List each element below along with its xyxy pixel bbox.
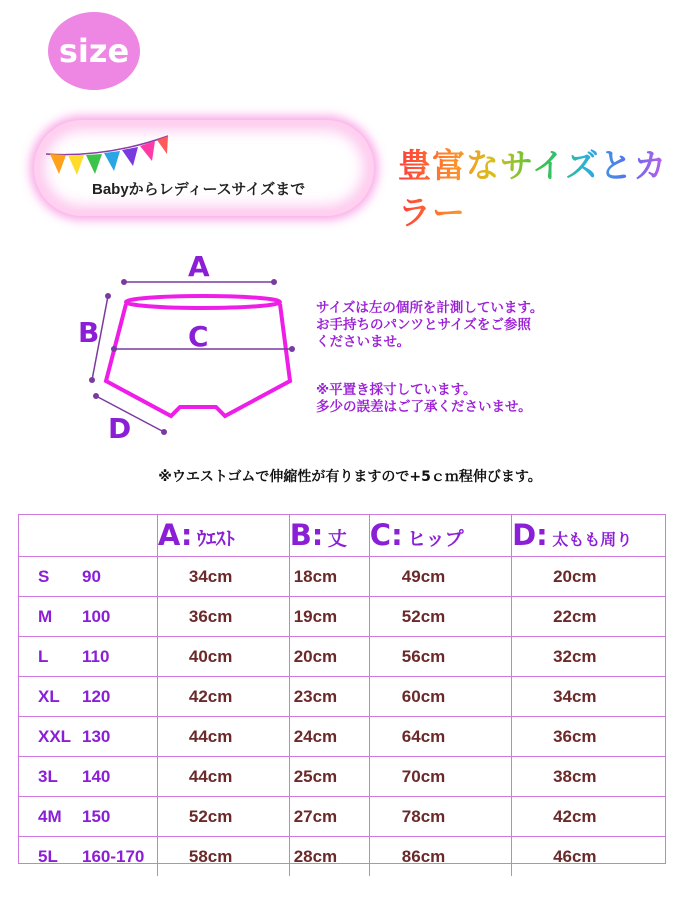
size-height: 110: [82, 646, 110, 666]
thigh-cell: 38cm: [512, 757, 666, 797]
header-hip-letter: C:: [369, 518, 403, 552]
banner-text: Babyからレディースサイズまで: [92, 181, 306, 198]
size-code: L: [38, 646, 49, 666]
thigh-cell: 22cm: [512, 597, 666, 637]
table-row: [18, 677, 666, 717]
hip-cell: 56cm: [369, 637, 511, 677]
diagram-label-a: A: [188, 250, 210, 283]
size-code: 3L: [38, 766, 58, 786]
size-height: 160-170: [82, 846, 145, 866]
size-badge-label: size: [58, 32, 130, 70]
measure-note-line-1: サイズは左の個所を計測しています。: [316, 300, 544, 316]
header-length-name: 丈: [327, 529, 347, 550]
hip-cell: 64cm: [369, 717, 511, 757]
waist-cell: 40cm: [157, 637, 289, 677]
hip-cell: 86cm: [369, 837, 511, 877]
length-cell: 24cm: [289, 717, 369, 757]
thigh-cell: 36cm: [512, 717, 666, 757]
header-size: [18, 514, 157, 557]
diagram-label-c: C: [188, 320, 209, 353]
waist-cell: 42cm: [157, 677, 289, 717]
header-waist: [157, 514, 289, 557]
size-height: 150: [82, 806, 111, 826]
hip-cell: 60cm: [369, 677, 511, 717]
measure-note-line-3: くださいませ。: [316, 334, 411, 350]
size-height: 120: [82, 686, 111, 706]
table-row: [18, 557, 666, 597]
thigh-cell: 34cm: [512, 677, 666, 717]
size-code: XL: [38, 686, 60, 706]
diagram-label-d: D: [108, 412, 132, 445]
length-cell: 20cm: [289, 637, 369, 677]
size-height: 100: [82, 606, 111, 626]
diagram-label-b: B: [78, 316, 100, 349]
hip-cell: 70cm: [369, 757, 511, 797]
thigh-cell: 46cm: [553, 846, 597, 866]
size-height: 140: [82, 766, 111, 786]
length-cell: 18cm: [289, 557, 369, 597]
table-row: [18, 797, 666, 837]
table-row: [18, 837, 666, 877]
size-badge: [48, 12, 140, 90]
hip-cell: 78cm: [369, 797, 511, 837]
length-cell: 19cm: [289, 597, 369, 637]
length-cell: 28cm: [289, 837, 369, 877]
waist-cell: 34cm: [157, 557, 289, 597]
waist-cell: 52cm: [157, 797, 289, 837]
headline: 豊富なサイズとカラー: [398, 140, 700, 234]
bunting-flags-icon: [46, 132, 176, 182]
header-waist-letter: A:: [157, 518, 193, 552]
flat-measure-note: [316, 382, 532, 416]
measure-note-line-2: お手持ちのパンツとサイズをご参照: [316, 317, 531, 333]
size-code: S: [38, 566, 50, 586]
header-length-letter: B:: [289, 518, 324, 552]
length-cell: 23cm: [289, 677, 369, 717]
waist-cell: 44cm: [157, 717, 289, 757]
hip-cell: 49cm: [369, 557, 511, 597]
flat-note-line-2: 多少の誤差はご了承くださいませ。: [316, 399, 532, 415]
hip-cell: 52cm: [369, 597, 511, 637]
thigh-cell: 32cm: [512, 637, 666, 677]
size-code: M: [38, 606, 53, 626]
length-cell: 27cm: [289, 797, 369, 837]
size-code: 5L: [38, 846, 58, 866]
header-hip: [369, 514, 511, 557]
flat-note-line-1: ※平置き採寸しています。: [316, 382, 477, 398]
header-thigh-name: 太もも周り: [552, 532, 633, 549]
table-row: [18, 717, 666, 757]
measure-note: [316, 300, 543, 351]
table-header-row: [18, 514, 666, 557]
thigh-cell: 20cm: [512, 557, 666, 597]
length-cell: 25cm: [289, 757, 369, 797]
size-height: 130: [82, 726, 111, 746]
table-row: [18, 757, 666, 797]
waist-cell: 44cm: [157, 757, 289, 797]
size-height: 90: [82, 566, 101, 586]
header-hip-name: ヒップ: [407, 529, 464, 550]
header-thigh: [512, 514, 666, 557]
table-row: [18, 597, 666, 637]
size-code: 4M: [38, 806, 62, 826]
header-length: [289, 514, 369, 557]
waist-cell: 58cm: [157, 837, 289, 877]
stretch-note: ※ウエストゴムで伸縮性が有りますので+5ｃｍ程伸びます。: [158, 469, 542, 485]
size-table: [18, 514, 666, 876]
size-code: XXL: [38, 726, 72, 746]
header-waist-name: ｳｴｽﾄ: [196, 529, 235, 550]
thigh-cell: 42cm: [512, 797, 666, 837]
waist-cell: 36cm: [157, 597, 289, 637]
table-row: [18, 637, 666, 677]
header-thigh-letter: D:: [512, 518, 548, 552]
